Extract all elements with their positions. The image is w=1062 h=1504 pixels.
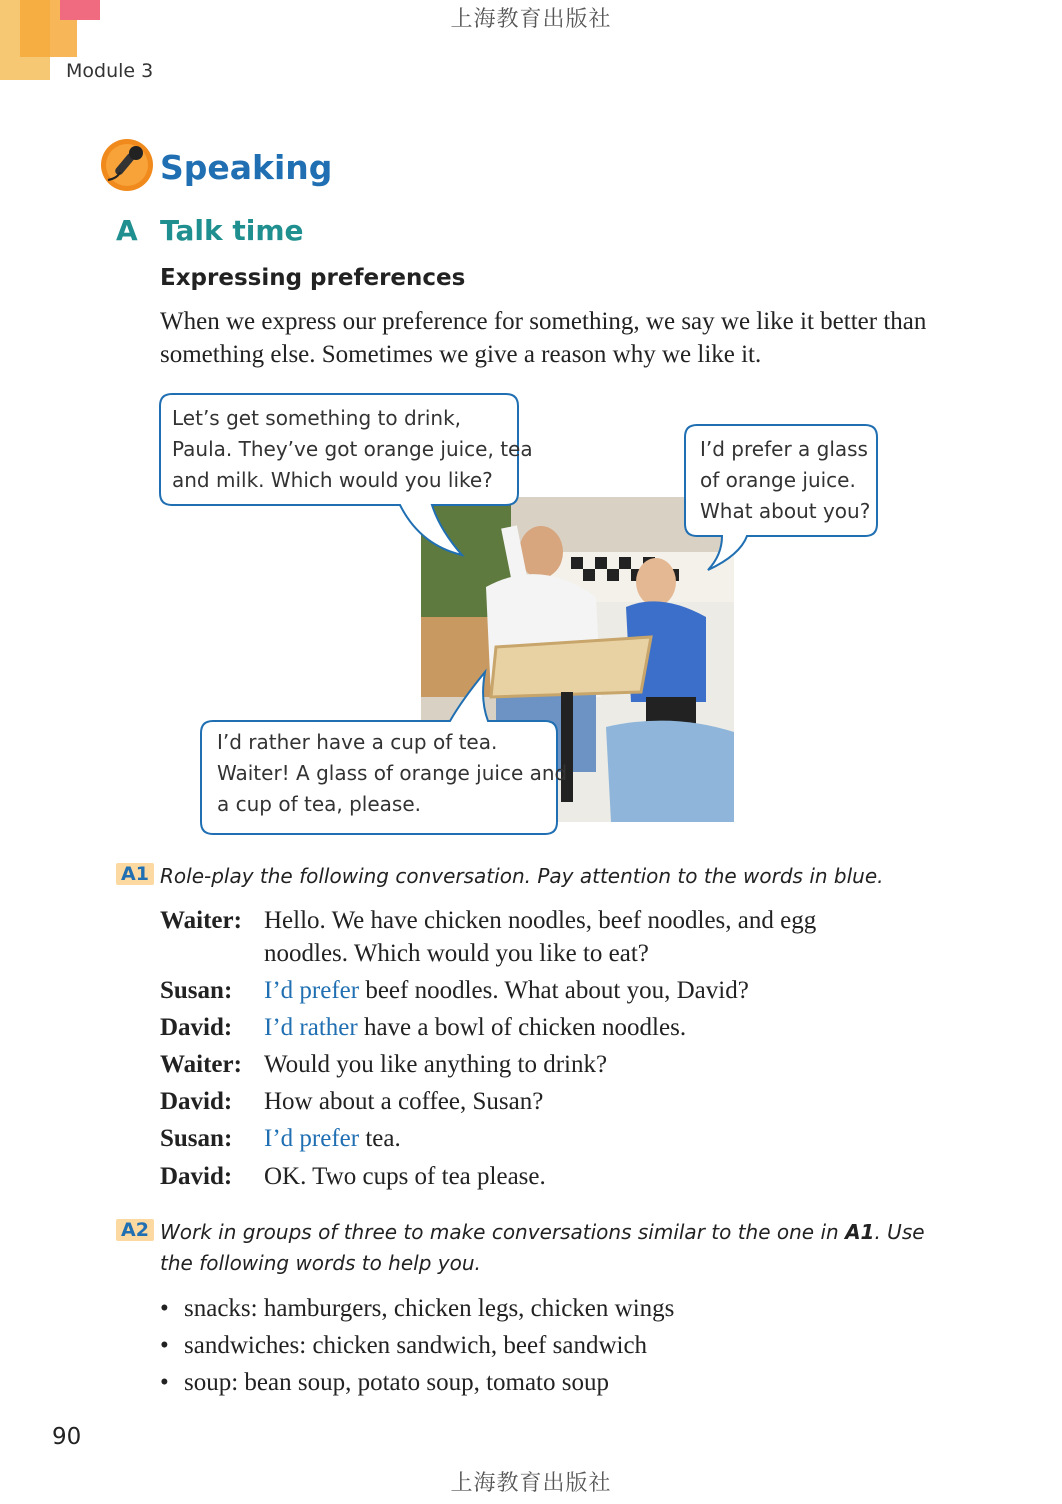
page-number: 90 [52,1424,82,1450]
speaker-label: Susan: [160,1125,233,1152]
publisher-watermark-bottom: 上海教育出版社 [450,1471,612,1496]
dialogue-text: How about a coffee, Susan? [264,1088,544,1115]
bubble-left-top [172,403,533,496]
bubble-bottom [217,727,567,820]
speaker-label: David: [160,1014,233,1041]
bubble-line: What about you? [700,499,871,523]
list-item-text: sandwiches: chicken sandwich, beef sandwich [184,1332,648,1359]
bubble-right-top [700,434,870,527]
section-title: Speaking [160,148,333,187]
dialogue-text: tea. [359,1125,401,1152]
bullet-icon: • [160,1369,169,1396]
a2-instruction-ref: A1 [845,1220,875,1244]
module-label: Module 3 [66,60,154,82]
bullet-icon: • [160,1295,169,1322]
dialogue-text: beef noodles. What about you, David? [359,977,749,1004]
speaker-label: Waiter: [160,907,242,934]
dialogue-line [264,974,904,1007]
highlight-phrase: I’d prefer [264,977,360,1004]
intro-paragraph: When we express our preference for something, we say we like it better than something else. Sometimes we give a reason why we like it. [160,308,927,368]
bubble-line: I’d prefer a glass [700,437,868,461]
dialogue-line [264,1122,904,1155]
a2-instruction-part: . Use the following words to help you. [160,1220,925,1275]
a2-badge-wrap [116,1218,154,1242]
dialogue-line [264,1160,904,1193]
speaker-label: Susan: [160,977,233,1004]
bubble-line: Let’s get something to drink, [172,406,462,430]
bubble-line: of orange juice. [700,468,856,492]
list-item-text: snacks: hamburgers, chicken legs, chicken wings [184,1295,675,1322]
a2-instruction-part: Work in groups of three to make conversations similar to the one in [160,1220,846,1244]
subsection-title: Talk time [160,214,304,247]
bubble-line: a cup of tea, please. [217,792,421,816]
dialogue-text: have a bowl of chicken noodles. [357,1014,687,1041]
dialogue-text: OK. Two cups of tea please. [264,1163,546,1190]
subsection-letter: A [116,214,138,247]
highlight-phrase: I’d rather [264,1014,358,1041]
dialogue-line [264,1048,904,1081]
bubble-line: Paula. They’ve got orange juice, tea [172,437,533,461]
speaker-label: David: [160,1163,233,1190]
publisher-watermark-top: 上海教育出版社 [450,7,612,32]
a2-instruction [160,1217,940,1279]
dialogue-line [264,1011,904,1044]
highlight-phrase: I’d prefer [264,1125,360,1152]
a1-badge-wrap [116,862,154,886]
list-item-text: soup: bean soup, potato soup, tomato soup [184,1369,609,1396]
dialogue-line [264,904,884,970]
dialogue-line [264,1085,904,1118]
a1-badge: A1 [116,863,154,885]
dialogue-row [160,904,960,970]
speaker-label: David: [160,1088,233,1115]
bubble-line: Waiter! A glass of orange juice and [217,761,568,785]
dialogue-text: Hello. We have chicken noodles, beef noodles, and egg noodles. Which would you like to eat? [264,907,817,967]
dialogue-text: Would you like anything to drink? [264,1051,608,1078]
bubble-line: and milk. Which would you like? [172,468,493,492]
bullet-icon: • [160,1332,169,1359]
bubble-line: I’d rather have a cup of tea. [217,730,498,754]
a1-instruction: Role-play the following conversation. Pay attention to the words in blue. [160,864,884,888]
speaker-label: Waiter: [160,1051,242,1078]
a2-badge: A2 [116,1219,154,1241]
topic-heading: Expressing preferences [160,265,466,291]
